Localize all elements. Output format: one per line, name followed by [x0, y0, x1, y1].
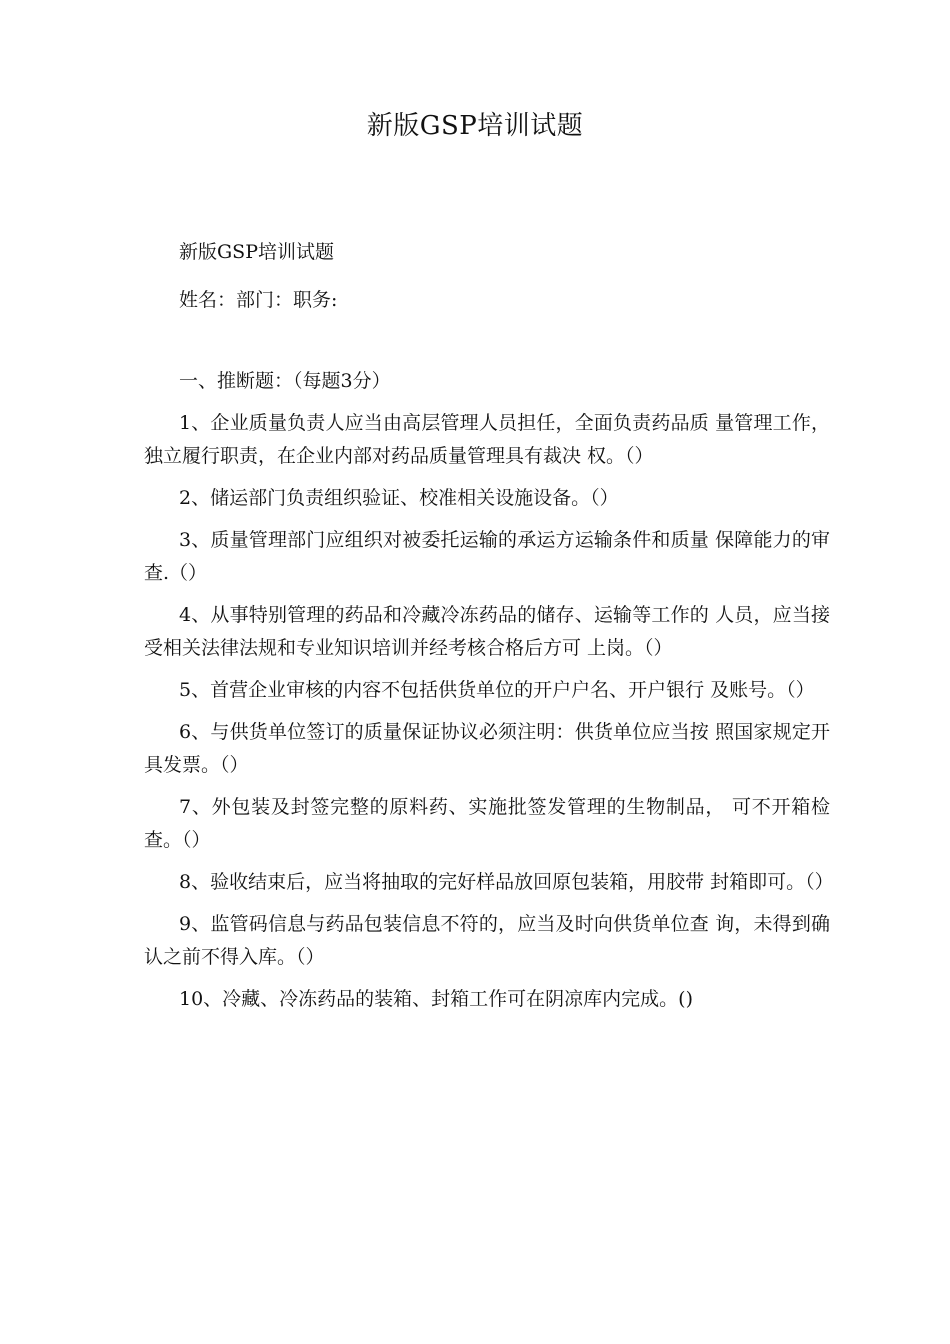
- question-item: 10、冷藏、冷冻药品的装箱、封箱工作可在阴凉库内完成。(): [179, 988, 694, 1010]
- question-item: 9、监管码信息与药品包装信息不符的，应当及时向供货单位查 询，未得到确认之前不得入库。（）: [144, 913, 830, 968]
- question-item: 4、从事特别管理的药品和冷藏冷冻药品的储存、运输等工作的 人员，应当接受相关法律法规和专业知识培训并经考核合格后方可 上岗。（）: [144, 604, 830, 659]
- document-body: [144, 236, 834, 1025]
- question-item: 2、储运部门负责组织验证、校准相关设施设备。（）: [179, 487, 619, 509]
- info-line: 姓名：部门：职务:: [179, 289, 338, 311]
- question-item: 1、企业质量负责人应当由高层管理人员担任，全面负责药品质 量管理工作，独立履行职责，在企业内部对药品质量管理具有裁决 权。（）: [144, 412, 830, 467]
- question-item: 3、质量管理部门应组织对被委托运输的承运方运输条件和质量 保障能力的审查.（）: [144, 529, 830, 584]
- question-item: 8、验收结束后，应当将抽取的完好样品放回原包装箱，用胶带 封箱即可。（）: [179, 871, 834, 893]
- question-item: 7、外包装及封签完整的原料药、实施批签发管理的生物制品， 可不开箱检查。（）: [144, 796, 830, 851]
- question-item: 6、与供货单位签订的质量保证协议必须注明：供货单位应当按 照国家规定开具发票。（）: [144, 721, 830, 776]
- document-title: 新版GSP培训试题: [366, 111, 584, 141]
- question-item: 5、首营企业审核的内容不包括供货单位的开户户名、开户银行 及账号。（）: [179, 679, 815, 701]
- document-subtitle: 新版GSP培训试题: [179, 241, 334, 263]
- section-heading: 一、推断题：（每题3分）: [179, 370, 391, 392]
